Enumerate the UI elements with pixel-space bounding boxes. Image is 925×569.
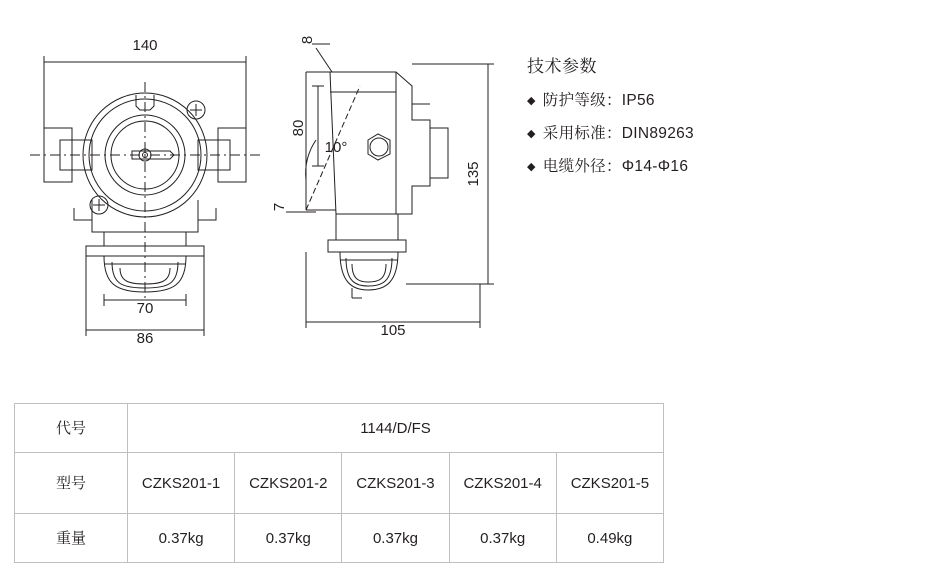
specs-title: 技术参数: [527, 57, 597, 76]
spec-item-standard: [527, 124, 867, 144]
spec-table-wrapper: [14, 403, 664, 563]
cell-weight-2: 0.37kg: [235, 514, 342, 563]
row-header-code: 代号: [15, 404, 128, 453]
cell-model-1: CZKS201-1: [128, 453, 235, 514]
dim-side-angle-mid: 10°: [324, 139, 348, 156]
spec-table: [14, 403, 664, 563]
dim-side-angle-top: 8: [299, 35, 316, 45]
cell-model-2: CZKS201-2: [235, 453, 342, 514]
bullet-icon: ◆: [527, 128, 536, 140]
table-row: [15, 514, 664, 563]
cell-weight-4: 0.37kg: [449, 514, 556, 563]
cell-model-3: CZKS201-3: [342, 453, 449, 514]
bullet-icon: ◆: [527, 95, 536, 107]
cell-weight-1: 0.37kg: [128, 514, 235, 563]
cell-weight-5: 0.49kg: [556, 514, 663, 563]
spec-item-protection: [527, 91, 867, 111]
table-row: [15, 453, 664, 514]
row-header-weight: 重量: [15, 514, 128, 563]
bullet-icon: ◆: [527, 161, 536, 173]
table-row: [15, 404, 664, 453]
dim-side-small-left: 7: [271, 202, 288, 212]
spec-item-label: 电缆外径：Φ14-Φ16: [542, 158, 689, 175]
cell-weight-3: 0.37kg: [342, 514, 449, 563]
dim-front-width: 140: [132, 37, 158, 54]
row-header-model: 型号: [15, 453, 128, 514]
cell-model-4: CZKS201-4: [449, 453, 556, 514]
spec-item-cable-diameter: [527, 157, 867, 177]
technical-drawing: [0, 0, 520, 370]
cell-model-5: CZKS201-5: [556, 453, 663, 514]
spec-item-label: 采用标准：DIN89263: [542, 125, 694, 142]
dim-front-outer: 86: [136, 330, 154, 347]
dim-side-height-right: 135: [465, 161, 482, 187]
spec-item-label: 防护等级：IP56: [542, 92, 655, 109]
dim-side-height-left: 80: [290, 119, 307, 137]
specs-panel: [527, 52, 867, 190]
dim-side-width-bottom: 105: [380, 322, 406, 339]
cell-code-value: 1144/D/FS: [128, 404, 664, 453]
dim-front-inner: 70: [136, 300, 154, 317]
